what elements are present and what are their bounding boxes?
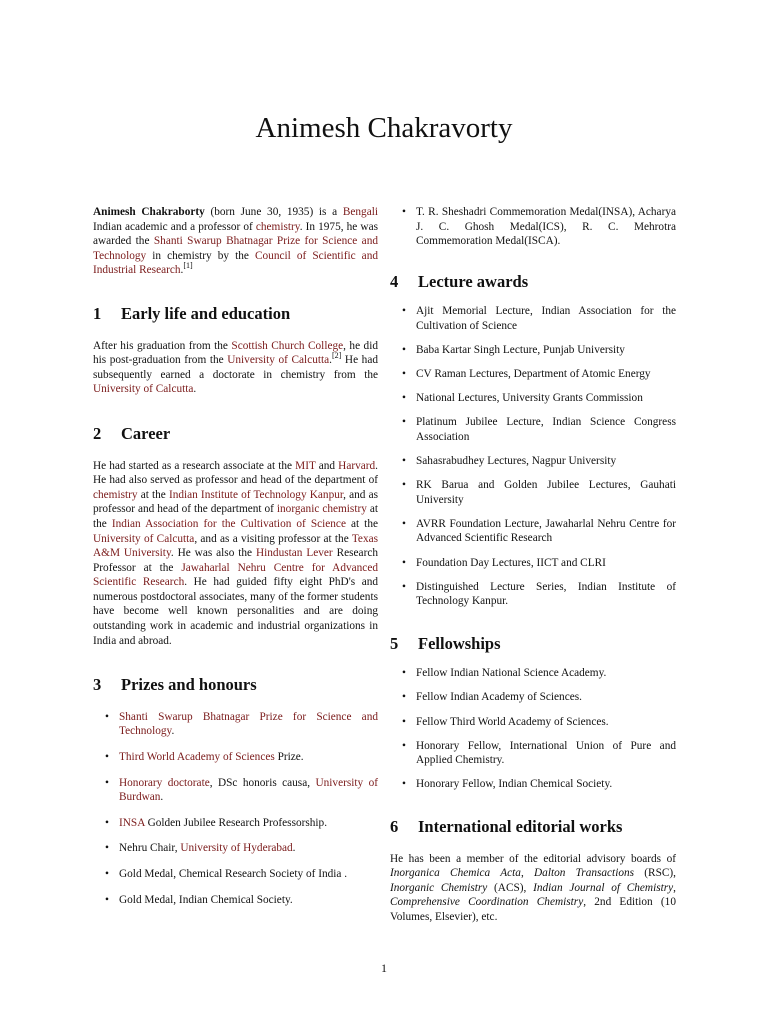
list-item: • Shanti Swarup Bhatnagar Prize for Science and Technology. — [93, 710, 378, 739]
list-item: • RK Barua and Golden Jubilee Lectures, Gauhati University — [390, 478, 676, 507]
section-heading-fellowships: 5 Fellowships — [390, 633, 501, 653]
list-item: • Fellow Third World Academy of Sciences. — [390, 715, 676, 730]
link-jncasr[interactable]: Jawaharlal Nehru Centre for Advanced Scientific Research — [93, 561, 378, 589]
link-university-of-hyderabad[interactable]: University of Hyderabad — [180, 842, 293, 855]
list-item: • Nehru Chair, University of Hyderabad. — [93, 841, 378, 856]
link-honorary-doctorate[interactable]: Honorary doctorate — [119, 776, 210, 789]
list-item: • Honorary doctorate, DSc honoris causa, University of Burdwan. — [93, 776, 378, 805]
link-bhatnagar-prize[interactable]: Shanti Swarup Bhatnagar Prize for Science and Technology — [93, 235, 378, 262]
list-item: • Ajit Memorial Lecture, Indian Association for the Cultivation of Science — [390, 304, 676, 333]
section-heading-editorial: 6 International editorial works — [390, 816, 623, 836]
prizes-list-continued — [390, 205, 676, 249]
list-item: • National Lectures, University Grants Commission — [390, 391, 676, 406]
list-item: • Honorary Fellow, International Union of Pure and Applied Chemistry. — [390, 739, 676, 768]
section-heading-prizes: 3 Prizes and honours — [93, 675, 257, 695]
link-harvard[interactable]: Harvard — [338, 459, 376, 472]
ref-2[interactable]: [2] — [331, 351, 342, 361]
list-item: • Baba Kartar Singh Lecture, Punjab University — [390, 343, 676, 358]
link-mit[interactable]: MIT — [295, 459, 316, 472]
ref-1[interactable]: [1] — [183, 261, 193, 271]
section-heading-early-life: 1 Early life and education — [93, 303, 291, 323]
link-texas-am[interactable]: Texas A&M University — [93, 532, 378, 560]
link-chemistry[interactable]: chemistry — [255, 220, 300, 233]
section-heading-career: 2 Career — [93, 423, 171, 443]
editorial-paragraph: He has been a member of the editorial advisory boards of Inorganica Chemica Acta, Dalton Transactions (RSC), Inorganic Chemistry (ACS), Indian Journal of Chemistry, Comprehensive Coordination Chemistry, 2nd Edition (10 Volumes, Elsevier), etc. — [390, 852, 676, 923]
link-university-of-calcutta[interactable]: University of Calcutta — [227, 354, 330, 367]
fellowships-list — [390, 666, 676, 792]
lecture-awards-list — [390, 304, 676, 608]
journal-title: Indian Journal of Chemistry — [533, 881, 674, 894]
link-scottish-church-college[interactable]: Scottish Church College — [231, 339, 344, 352]
list-item: • Third World Academy of Sciences Prize. — [93, 750, 378, 765]
page-title: Animesh Chakravorty — [255, 112, 513, 144]
link-iacs[interactable]: Indian Association for the Cultivation of Science — [111, 517, 346, 530]
list-item: • Sahasrabudhey Lectures, Nagpur University — [390, 454, 676, 469]
list-item: • Gold Medal, Chemical Research Society of India . — [93, 867, 378, 882]
link-insa[interactable]: INSA — [119, 816, 145, 829]
list-item: • Platinum Jubilee Lecture, Indian Science Congress Association — [390, 415, 676, 444]
link-university-of-burdwan[interactable]: University of Burdwan — [119, 776, 378, 804]
intro-paragraph: Animesh Chakraborty (born June 30, 1935) is a Bengali Indian academic and a professor of chemistry. In 1975, he was awarded the Shanti Swarup Bhatnagar Prize for Science and Technology in chemistry by the Council of Scientific and Industrial Research.[1] — [93, 206, 378, 277]
section-heading-lectures: 4 Lecture awards — [390, 271, 529, 291]
link-university-of-calcutta-2[interactable]: University of Calcutta — [93, 383, 194, 396]
list-item: • AVRR Foundation Lecture, Jawaharlal Nehru Centre for Advanced Scientific Research — [390, 517, 676, 546]
link-university-of-calcutta-3[interactable]: University of Calcutta — [93, 532, 195, 545]
link-bengali[interactable]: Bengali — [342, 206, 378, 218]
right-column — [390, 202, 676, 925]
list-item: • Foundation Day Lectures, IICT and CLRI — [390, 556, 676, 571]
career-paragraph: He had started as a research associate at the MIT and Harvard. He had also served as professor and head of the department of chemistry at the Indian Institute of Technology Kanpur, and as professor and head of the department of inorganic chemistry at the Indian Association for the Cultivation of Science at the University of Calcutta, and as a visiting professor at the Texas A&M University. He was also the Hindustan Lever Research Professor at the Jawaharlal Nehru Centre for Advanced Scientific Research. He had guided fifty eight PhD's and numerous postdoctoral associates, many of the former students have become well known personalities and are doing outstanding work in academic and industrial organizations in India and abroad. — [93, 459, 379, 647]
early-life-paragraph: After his graduation from the Scottish Church College, he did his post-graduation from the University of Calcutta.[2] He had subsequently earned a doctorate in chemistry from the University of Calcutta. — [93, 339, 378, 396]
subject-name: Animesh Chakraborty — [93, 206, 205, 218]
link-iit-kanpur[interactable]: Indian Institute of Technology Kanpur — [168, 488, 344, 501]
list-item: • INSA Golden Jubilee Research Professorship. — [93, 816, 378, 831]
link-chemistry-2[interactable]: chemistry — [93, 488, 138, 501]
page-number: 1 — [381, 961, 387, 975]
link-csir[interactable]: Council of Scientific and Industrial Research — [93, 249, 378, 277]
link-hindustan-lever[interactable]: Hindustan Lever — [255, 547, 333, 560]
journal-title: Dalton Transactions — [534, 867, 635, 880]
link-twas[interactable]: Third World Academy of Sciences — [119, 751, 275, 764]
journal-title: Comprehensive Coordination Chemistry — [390, 896, 584, 909]
link-bhatnagar-prize-2[interactable]: Shanti Swarup Bhatnagar Prize for Science and Technology — [119, 710, 378, 738]
list-item: • Honorary Fellow, Indian Chemical Society. — [390, 777, 676, 792]
list-item: • T. R. Sheshadri Commemoration Medal(INSA), Acharya J. C. Ghosh Medal(ICS), R. C. Mehrotra Commemoration Medal(ISCA). — [390, 205, 676, 249]
link-inorganic-chemistry[interactable]: inorganic chemistry — [276, 503, 367, 516]
list-item: • Fellow Indian National Science Academy. — [390, 666, 676, 681]
journal-title: Inorganic Chemistry — [390, 881, 488, 894]
list-item: • Fellow Indian Academy of Sciences. — [390, 690, 676, 705]
list-item: • CV Raman Lectures, Department of Atomic Energy — [390, 367, 676, 382]
list-item: • Gold Medal, Indian Chemical Society. — [93, 893, 378, 908]
list-item: • Distinguished Lecture Series, Indian Institute of Technology Kanpur. — [390, 580, 676, 609]
journal-title: Inorganica Chemica Acta — [390, 867, 521, 880]
prizes-list — [93, 710, 378, 907]
left-column — [93, 202, 378, 907]
